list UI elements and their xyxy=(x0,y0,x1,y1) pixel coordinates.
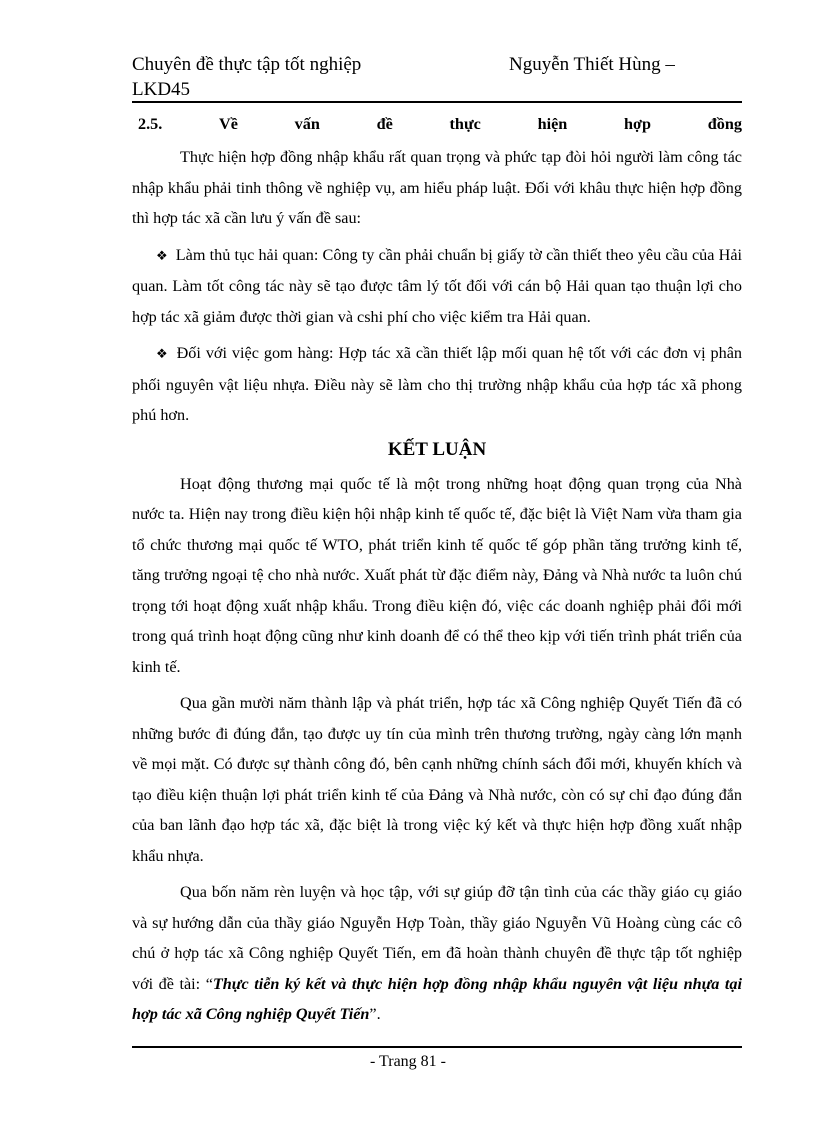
section-word: đồng xyxy=(707,115,742,133)
footer-rule xyxy=(132,1046,742,1048)
paragraph-end: ”. xyxy=(369,1005,381,1023)
document-body xyxy=(132,110,742,1030)
section-word: thực xyxy=(449,115,481,133)
page-number: - Trang 81 - xyxy=(369,1053,446,1070)
section-heading xyxy=(132,110,742,142)
section-word: Về xyxy=(219,115,238,133)
paragraph xyxy=(132,877,742,1030)
section-word: đề xyxy=(376,115,393,133)
header-continuation: LKD45 xyxy=(132,79,191,100)
paragraph: Hoạt động thương mại quốc tế là một trong những hoạt động quan trọng của Nhà nước ta. Hiện nay trong điều kiện hội nhập kinh tế quốc tế, đặc biệt là Việt Nam vừa tham gia tổ chức thương mại quốc tế WTO, phát triển kinh tế quốc tế góp phần tăng trưởng kinh tế, tăng trưởng ngoại tệ cho nhà nước. Xuất phát từ đặc điểm này, Đảng và Nhà nước ta luôn chú trọng tới hoạt động xuất nhập khẩu. Trong điều kiện đó, việc các doanh nghiệp phải đổi mới trong quá trình hoạt động cũng như kinh doanh để có thể theo kịp với tiến trình phát triển của kinh tế. xyxy=(132,474,742,676)
bullet-item xyxy=(132,240,742,333)
diamond-bullet-icon: ❖ xyxy=(156,346,169,361)
paragraph: Thực hiện hợp đồng nhập khẩu rất quan trọng và phức tạp đòi hỏi người làm công tác nhập khẩu phải tinh thông về nghiệp vụ, am hiểu pháp luật. Đối với khâu thực hiện hợp đồng thì hợp tác xã cần lưu ý vấn đề sau: xyxy=(132,148,742,227)
header-rule xyxy=(132,101,742,103)
bullet-text: Làm thủ tục hải quan: Công ty cần phải chuẩn bị giấy tờ cần thiết theo yêu cầu của Hải quan. Làm tốt công tác này sẽ tạo được tâm lý tốt đối với cán bộ Hải quan tạo thuận lợi cho hợp tác xã giảm được thời gian và cshi phí cho việc kiểm tra Hải quan. xyxy=(132,245,743,326)
section-word: hợp xyxy=(624,115,652,133)
bullet-text: Đối với việc gom hàng: Hợp tác xã cần thiết lập mối quan hệ tốt với các đơn vị phân phối nguyên vật liệu nhựa. Điều này sẽ làm cho thị trường nhập khẩu của hợp tác xã phong phú hơn. xyxy=(132,344,742,424)
header-right: Nguyễn Thiết Hùng – xyxy=(509,54,675,75)
diamond-bullet-icon: ❖ xyxy=(156,247,168,263)
section-word: vấn xyxy=(294,115,320,133)
paragraph: Qua gần mười năm thành lập và phát triển, hợp tác xã Công nghiệp Quyết Tiến đã có những bước đi đúng đắn, tạo được uy tín của mình trên thương trường, ngày càng lớn mạnh về mọi mặt. Có được sự thành công đó, bên cạnh những chính sách đổi mới, khuyến khích và tạo điều kiện thuận lợi phát triển kinh tế của Đảng và Nhà nước, còn có sự chỉ đạo đúng đắn của ban lãnh đạo hợp tác xã, đặc biệt là trong việc ký kết và thực hiện hợp đồng xuất nhập khẩu nhựa. xyxy=(132,694,742,865)
header-left: Chuyên đề thực tập tốt nghiệp xyxy=(132,54,362,75)
section-word: hiện xyxy=(537,115,568,133)
thesis-title: Thực tiễn ký kết và thực hiện hợp đồng nhập khẩu nguyên vật liệu nhựa tại hợp tác xã Công nghiệp Quyết Tiến xyxy=(132,974,742,1023)
paragraph-text: Qua bốn năm rèn luyện và học tập, với sự giúp đỡ tận tình của các thầy giáo cụ giáo và sự hướng dẫn của thầy giáo Nguyễn Hợp Toàn, thầy giáo Nguyễn Vũ Hoàng cùng các cô chú ở hợp tác xã Công nghiệp Quyết Tiến, em đã hoàn thành chuyên đề thực tập tốt nghiệp với đề tài: “ xyxy=(132,883,742,993)
bullet-item xyxy=(132,338,742,431)
conclusion-heading: KẾT LUẬN xyxy=(387,438,487,460)
section-word: 2.5. xyxy=(138,115,163,133)
